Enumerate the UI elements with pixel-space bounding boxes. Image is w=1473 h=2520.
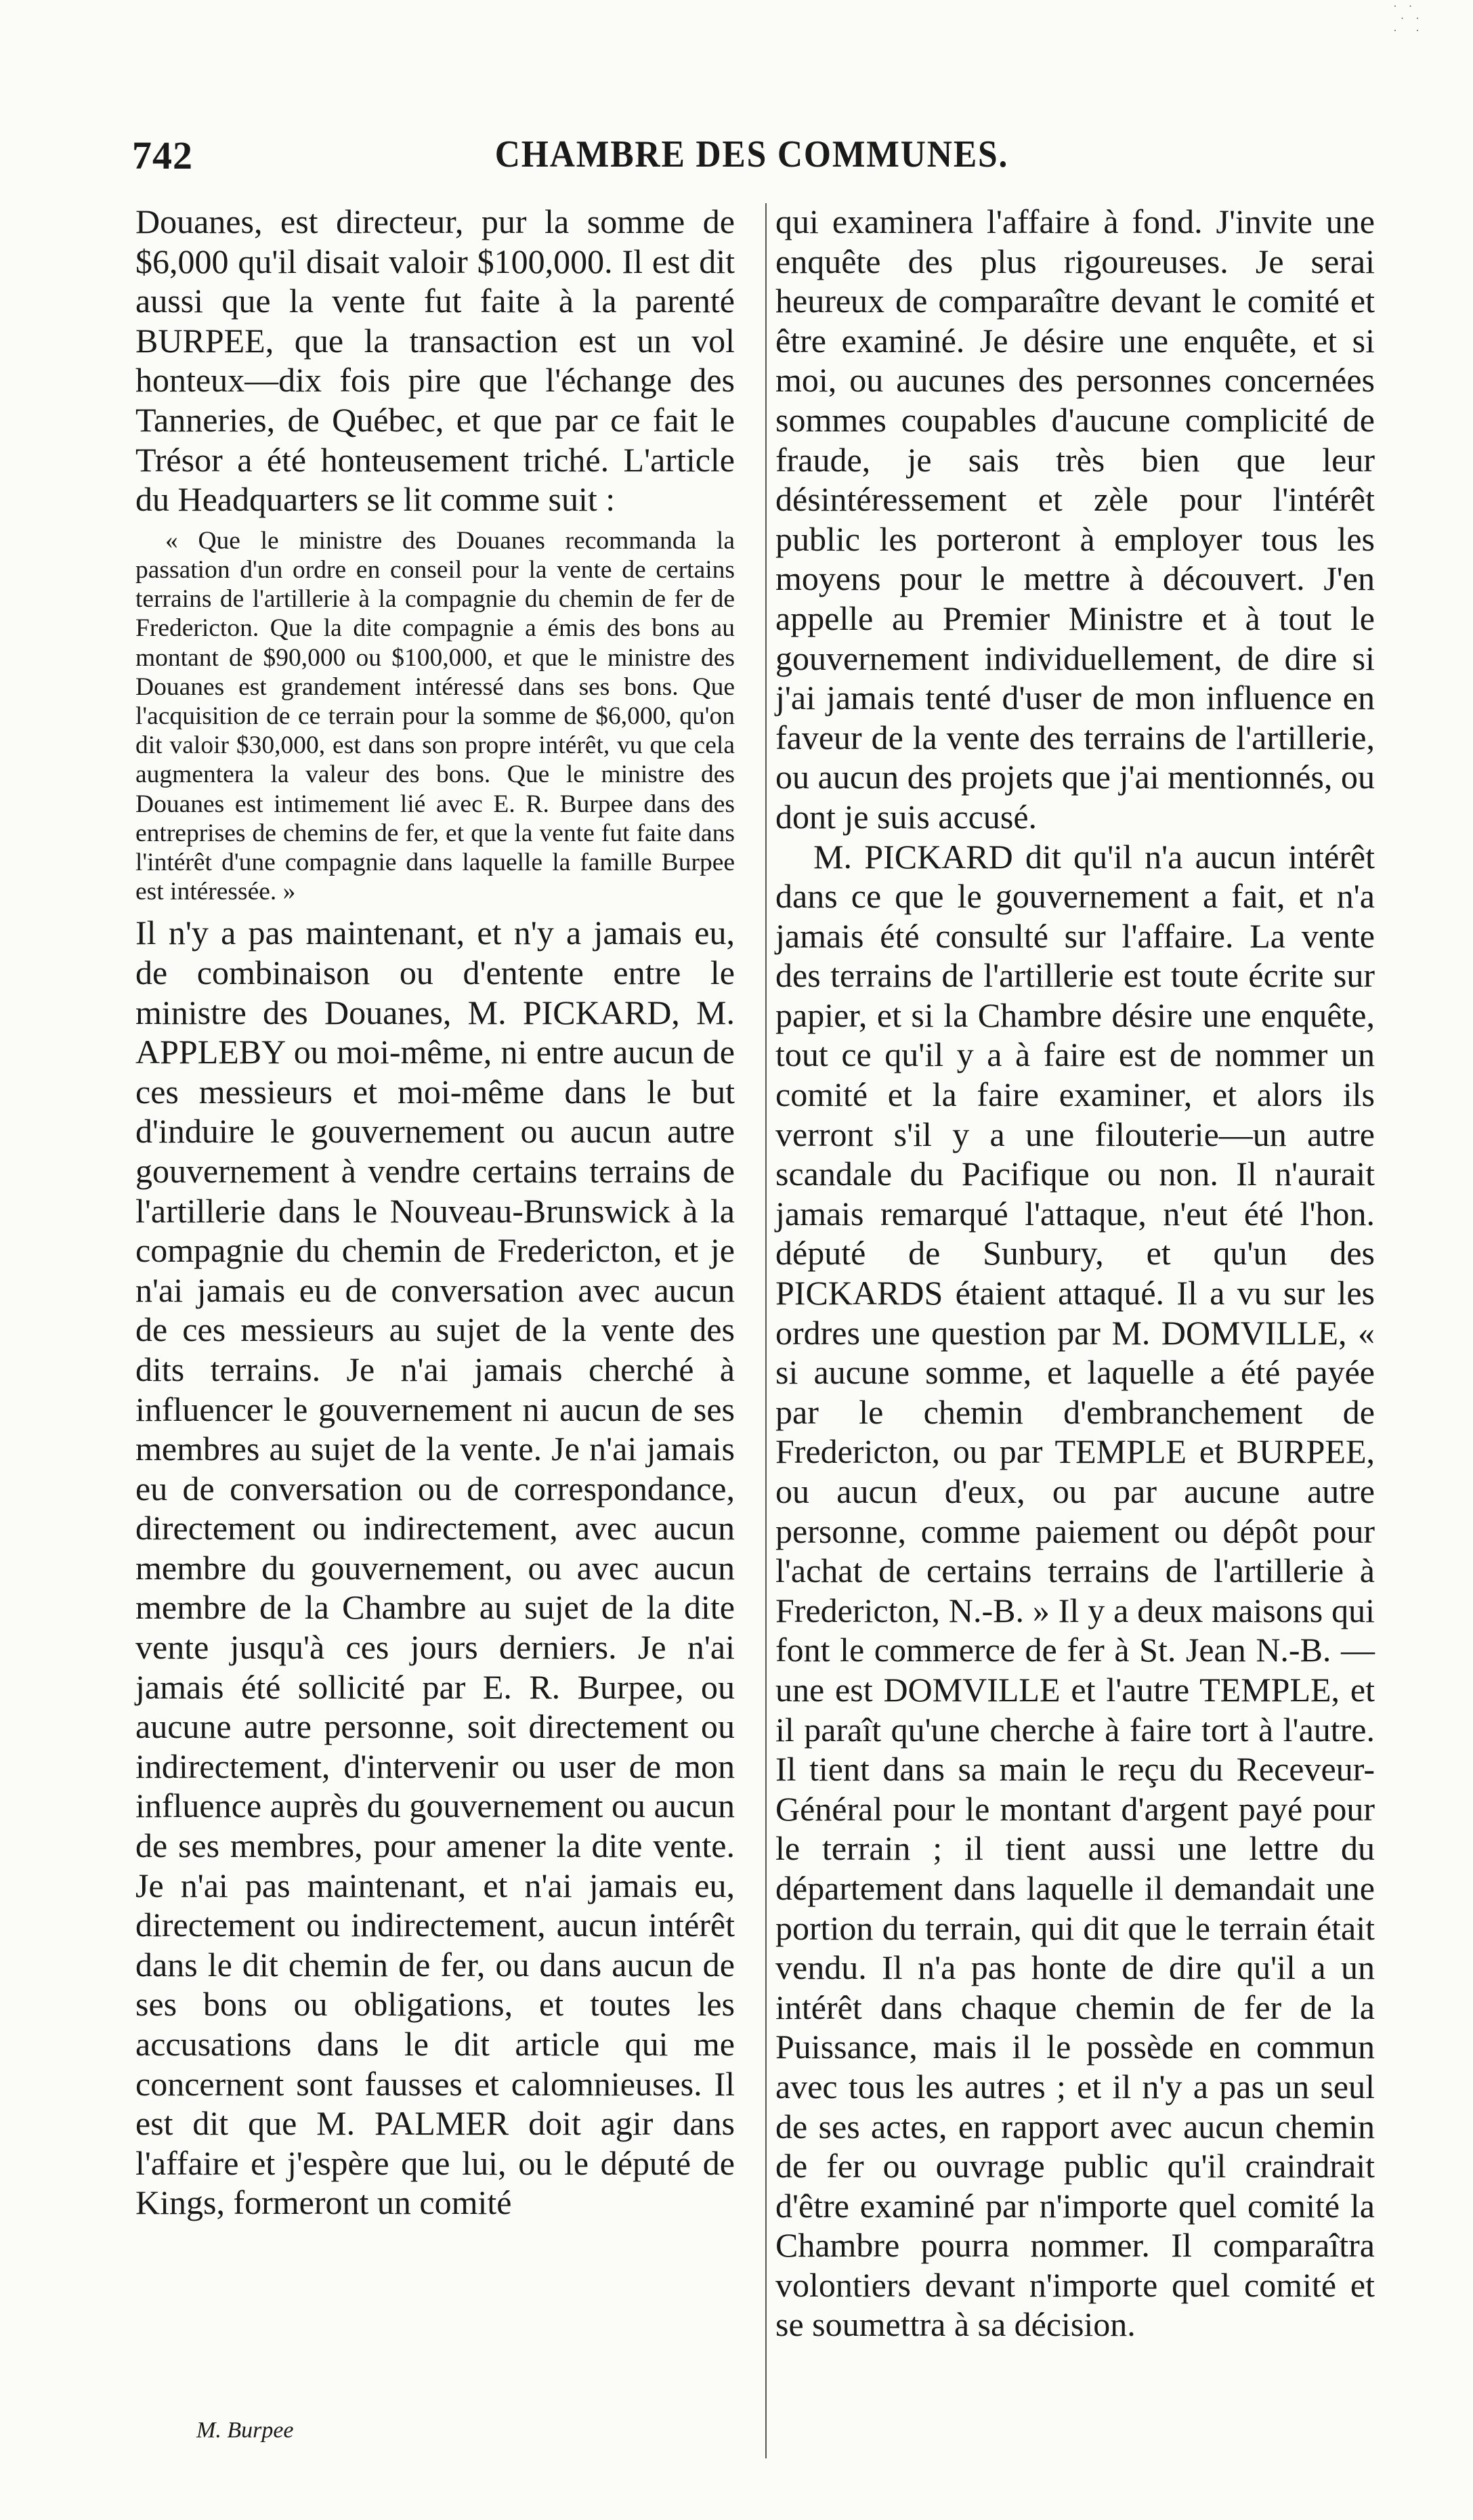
catchword: M. Burpee xyxy=(196,2418,294,2443)
right-paragraph-2: M. PICKARD dit qu'il n'a aucun intérêt dans ce que le gouvernement a fait, et n'a jamais été consulté sur l'affaire. La vente des terrains de l'artillerie est toute écrite sur papier, et si la Chambre désire une enquête, tout ce qu'il y a à faire est de nommer un comité et la faire examiner, et alors ils verront s'il y a une filouterie—un autre scandale du Pacifique ou non. Il n'aurait jamais remarqué l'attaque, n'eut été l'hon. député de Sunbury, et qu'un des PICKARDS étaient attaqué. Il a vu sur les ordres une question par M. DOMVILLE, « si aucune somme, et laquelle a été payée par le chemin d'embranchement de Fredericton, ou par TEMPLE et BURPEE, ou aucun d'eux, ou par aucune autre personne, comme paiement ou dépôt pour l'achat de certains terrains de l'artillerie à Fredericton, N.-B. » Il y a deux maisons qui font le commerce de fer à St. Jean N.-B. —une est DOMVILLE et l'autre TEMPLE, et il paraît qu'une cherche à faire tort à l'autre. Il tient dans sa main le reçu du Receveur-Général pour le montant d'argent payé pour le terrain ; il tient aussi une lettre du département dans laquelle il demandait une portion du terrain, qui dit que le terrain était vendu. Il n'a pas honte de dire qu'il a un intérêt dans chaque chemin de fer de la Puissance, mais il le possède en commun avec tous les autres ; et il n'y a pas un seul de ses actes, en rapport avec aucun chemin de fer ou ouvrage public qu'il craindrait d'être examiné par n'importe quel comité la Chambre pourra nommer. Il comparaîtra volontiers devant n'importe quel comité et se soumettra à sa décision. xyxy=(775,837,1375,2344)
page-number: 742 xyxy=(132,133,193,177)
quotation-text: « Que le ministre des Douanes recommanda la passation d'un ordre en conseil pour la vente de certains terrains de l'artillerie à la compagnie du chemin de fer de Fredericton. Que la dite compagnie a émis des bons au montant de $90,000 ou $100,000, et que le ministre des Douanes est grandement intéressé dans ses bons. Que l'acquisition de ce terrain pour la somme de $6,000, qu'on dit valoir $30,000, est dans son propre intérêt, vu que cela augmentera la valeur des bons. Que le ministre des Douanes est intimement lié avec E. R. Burpee dans des entreprises de chemins de fer, et que la vente fut faite dans l'intérêt d'une compagnie dans laquelle la famille Burpee est intéressée. » xyxy=(135,526,735,906)
right-column xyxy=(775,202,1375,2345)
column-divider xyxy=(765,203,767,2458)
left-paragraph-2: Il n'y a pas maintenant, et n'y a jamais eu, de combinaison ou d'entente entre le ministre des Douanes, M. PICKARD, M. APPLEBY ou moi-même, ni entre aucun de ces messieurs et moi-même dans le but d'induire le gouvernement ou aucun autre gouvernement à vendre certains terrains de l'artillerie dans le Nouveau-Brunswick à la compagnie du chemin de Fredericton, et je n'ai jamais eu de conversation avec aucun de ces messieurs au sujet de la vente des dits terrains. Je n'ai jamais cherché à influencer le gouvernement ni aucun de ses membres au sujet de la vente. Je n'ai jamais eu de conversation ou de correspondance, directement ou indirectement, avec aucun membre du gouvernement, ou avec aucun membre de la Chambre au sujet de la dite vente jusqu'à ces jours derniers. Je n'ai jamais été sollicité par E. R. Burpee, ou aucune autre personne, soit directement ou indirectement, d'intervenir ou user de mon influence auprès du gouvernement ou aucun de ses membres, pour amener la dite vente. Je n'ai pas maintenant, et n'ai jamais eu, directement ou indirectement, aucun intérêt dans le dit chemin de fer, ou dans aucun de ses bons ou obligations, et toutes les accusations dans le dit article qui me concernent sont fausses et calomnieuses. Il est dit que M. PALMER doit agir dans l'affaire et j'espère que lui, ou le député de Kings, formeront un comité xyxy=(135,914,735,2222)
left-paragraph-1: Douanes, est directeur, pur la somme de $6,000 qu'il disait valoir $100,000. Il est dit aussi que la vente fut faite à la parenté BURPEE, que la transaction est un vol honteux—dix fois pire que l'échange des Tanneries, de Québec, et que par ce fait le Trésor a été honteusement triché. L'article du Headquarters se lit comme suit : xyxy=(135,202,735,519)
right-paragraph-1: qui examinera l'affaire à fond. J'invite une enquête des plus rigoureuses. Je serai heureux de comparaître devant le comité et être examiné. Je désire une enquête, et si moi, ou aucunes des personnes concernées sommes coupables d'aucune complicité de fraude, je sais très bien que leur désintéressement et zèle pour l'intérêt public les porteront à employer tous les moyens pour le mettre à découvert. J'en appelle au Premier Ministre et à tout le gouvernement individuellement, de dire si j'ai jamais tenté d'user de mon influence en faveur de la vente des terrains de l'artillerie, ou aucun des projets que j'ai mentionnés, ou dont je suis accusé. xyxy=(775,202,1375,836)
headquarters-quotation xyxy=(135,526,735,907)
scan-noise: · · · · · · xyxy=(1393,0,1424,37)
page-header xyxy=(132,133,1371,187)
running-title: CHAMBRE DES COMMUNES. xyxy=(494,133,1009,175)
left-column xyxy=(135,202,735,2223)
